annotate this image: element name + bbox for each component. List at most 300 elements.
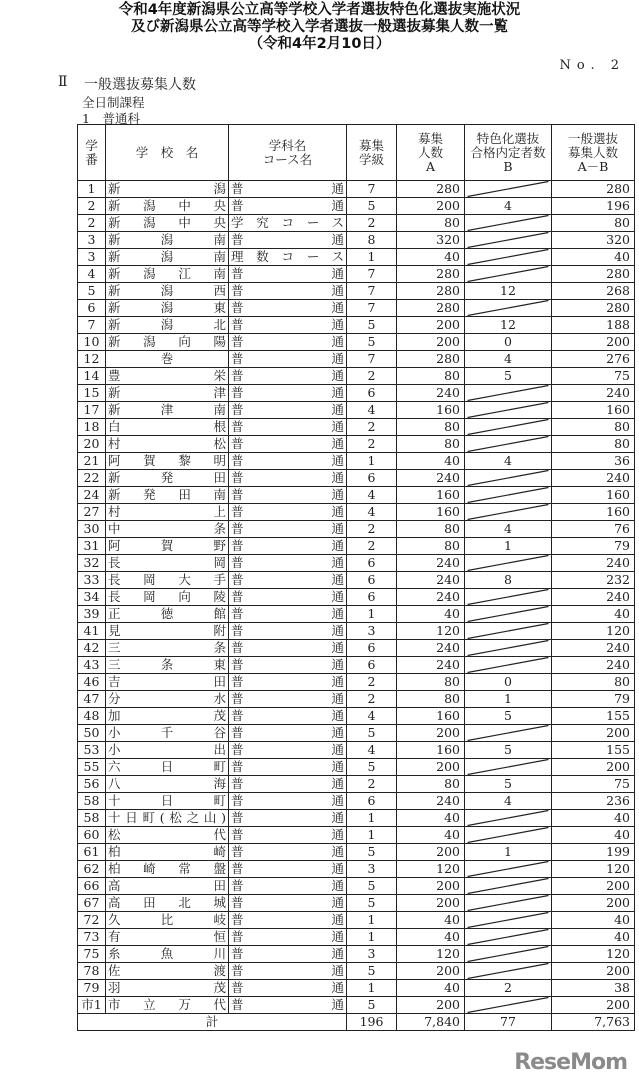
- table-row: [78, 844, 635, 861]
- course-name-text: 普通: [231, 691, 344, 706]
- total-label: 計: [78, 1014, 347, 1031]
- course-name-text: 普通: [231, 402, 344, 417]
- school-name-text: 松代: [108, 827, 226, 842]
- school-name-text: 巻: [160, 351, 174, 366]
- capacity-a: 40: [397, 827, 465, 844]
- course-name-text: 普通: [231, 861, 344, 876]
- empty-slash-cell: [465, 725, 552, 742]
- diagonal-slash: [465, 266, 551, 282]
- school-name-text: 白根: [108, 419, 226, 434]
- general-selection-a-minus-b: 199: [552, 844, 635, 861]
- school-name: [106, 827, 229, 844]
- course-name-text: 普通: [231, 946, 344, 961]
- empty-slash-cell: [465, 232, 552, 249]
- general-selection-a-minus-b: 240: [552, 470, 635, 487]
- general-selection-a-minus-b: 280: [552, 266, 635, 283]
- capacity-a: 160: [397, 708, 465, 725]
- empty-slash-cell: [465, 929, 552, 946]
- school-name: [106, 708, 229, 725]
- course-name-text: 普通: [231, 912, 344, 927]
- school-name: [106, 674, 229, 691]
- course-name-text: 普通: [231, 963, 344, 978]
- classes: 6: [347, 640, 397, 657]
- classes: 8: [347, 232, 397, 249]
- school-name-text: 小出: [108, 742, 226, 757]
- course-name: [229, 249, 347, 266]
- course-name-text: 普通: [231, 283, 344, 298]
- capacity-a: 320: [397, 232, 465, 249]
- general-selection-a-minus-b: 40: [552, 249, 635, 266]
- school-name-text: 小千谷: [108, 725, 226, 740]
- course-name-text: 普通: [231, 317, 344, 332]
- table-row: [78, 742, 635, 759]
- general-selection-a-minus-b: 188: [552, 317, 635, 334]
- school-number: 42: [78, 640, 106, 657]
- classes: 7: [347, 351, 397, 368]
- course-name: [229, 504, 347, 521]
- school-name: [106, 929, 229, 946]
- course-type: 全日制課程: [82, 95, 145, 110]
- school-name-text: 中条: [108, 521, 226, 536]
- capacity-a: 200: [397, 759, 465, 776]
- capacity-a: 240: [397, 572, 465, 589]
- capacity-a: 280: [397, 283, 465, 300]
- general-selection-a-minus-b: 160: [552, 487, 635, 504]
- general-selection-a-minus-b: 120: [552, 623, 635, 640]
- empty-slash-cell: [465, 895, 552, 912]
- capacity-a: 40: [397, 929, 465, 946]
- diagonal-slash: [465, 657, 551, 673]
- table-row: [78, 402, 635, 419]
- special-selection-b: 2: [465, 980, 552, 997]
- course-name: [229, 963, 347, 980]
- table-row: [78, 419, 635, 436]
- school-name-text: 高田: [108, 878, 226, 893]
- general-selection-a-minus-b: 200: [552, 334, 635, 351]
- school-name-text: 三条: [108, 640, 226, 655]
- school-name: [106, 980, 229, 997]
- school-number: 2: [78, 215, 106, 232]
- empty-slash-cell: [465, 504, 552, 521]
- school-number: 17: [78, 402, 106, 419]
- classes: 1: [347, 929, 397, 946]
- capacity-a: 280: [397, 181, 465, 198]
- general-selection-a-minus-b: 240: [552, 640, 635, 657]
- capacity-a: 120: [397, 861, 465, 878]
- school-number: 34: [78, 589, 106, 606]
- special-selection-b: 0: [465, 334, 552, 351]
- total-b: 77: [465, 1014, 552, 1031]
- table-row: [78, 266, 635, 283]
- table-row: [78, 878, 635, 895]
- table-row: [78, 589, 635, 606]
- school-number: 79: [78, 980, 106, 997]
- school-name-text: 新津南: [108, 402, 226, 417]
- general-selection-a-minus-b: 200: [552, 963, 635, 980]
- classes: 5: [347, 963, 397, 980]
- general-selection-a-minus-b: 36: [552, 453, 635, 470]
- special-selection-b: 1: [465, 844, 552, 861]
- school-number: 30: [78, 521, 106, 538]
- table-row: [78, 623, 635, 640]
- general-selection-a-minus-b: 75: [552, 368, 635, 385]
- course-name: [229, 742, 347, 759]
- school-name-text: 高田北城: [108, 895, 226, 910]
- course-name: [229, 759, 347, 776]
- course-name-text: 普通: [231, 589, 344, 604]
- special-selection-b: 5: [465, 708, 552, 725]
- table-row: [78, 963, 635, 980]
- course-name: [229, 538, 347, 555]
- school-number: 2: [78, 198, 106, 215]
- table-row: [78, 640, 635, 657]
- school-name: [106, 402, 229, 419]
- course-name: [229, 300, 347, 317]
- general-selection-a-minus-b: 40: [552, 606, 635, 623]
- course-name-text: 普通: [231, 334, 344, 349]
- course-name-text: 普通: [231, 708, 344, 723]
- special-selection-b: 1: [465, 538, 552, 555]
- course-name-text: 普通: [231, 368, 344, 383]
- school-number: 75: [78, 946, 106, 963]
- general-selection-a-minus-b: 120: [552, 946, 635, 963]
- course-name: [229, 283, 347, 300]
- school-name: [106, 640, 229, 657]
- classes: 6: [347, 793, 397, 810]
- course-name: [229, 215, 347, 232]
- classes: 1: [347, 810, 397, 827]
- diagonal-slash: [465, 929, 551, 945]
- school-name: [106, 997, 229, 1014]
- school-name-text: 吉田: [108, 674, 226, 689]
- table-row: [78, 946, 635, 963]
- school-number: 50: [78, 725, 106, 742]
- school-number: 53: [78, 742, 106, 759]
- school-number: 55: [78, 759, 106, 776]
- special-selection-b: 4: [465, 793, 552, 810]
- school-name: [106, 657, 229, 674]
- school-name-text: 長岡: [108, 555, 226, 570]
- school-name-text: 新潟南: [108, 232, 226, 247]
- diagonal-slash: [465, 504, 551, 520]
- classes: 5: [347, 317, 397, 334]
- section-heading: 一般選抜募集人数: [84, 77, 196, 93]
- school-name-text: 十日町: [108, 793, 226, 808]
- school-name: [106, 555, 229, 572]
- school-number: 5: [78, 283, 106, 300]
- school-name: [106, 232, 229, 249]
- school-name-text: 長岡向陵: [108, 589, 226, 604]
- school-name: [106, 470, 229, 487]
- classes: 1: [347, 980, 397, 997]
- school-number: 33: [78, 572, 106, 589]
- diagonal-slash: [465, 912, 551, 928]
- capacity-a: 40: [397, 810, 465, 827]
- course-name: [229, 861, 347, 878]
- empty-slash-cell: [465, 436, 552, 453]
- general-selection-a-minus-b: 240: [552, 589, 635, 606]
- course-name-text: 普通: [231, 487, 344, 502]
- course-name: [229, 317, 347, 334]
- diagonal-slash: [465, 946, 551, 962]
- classes: 3: [347, 861, 397, 878]
- course-name-text: 普通: [231, 674, 344, 689]
- school-number: 32: [78, 555, 106, 572]
- school-name-text: 新潟中央: [108, 198, 226, 213]
- school-number: 58: [78, 793, 106, 810]
- table-row: [78, 759, 635, 776]
- special-selection-b: 0: [465, 674, 552, 691]
- course-name: [229, 368, 347, 385]
- capacity-a: 200: [397, 895, 465, 912]
- empty-slash-cell: [465, 215, 552, 232]
- classes: 2: [347, 521, 397, 538]
- table-row: [78, 929, 635, 946]
- school-number: 43: [78, 657, 106, 674]
- course-name-text: 普通: [231, 538, 344, 553]
- school-name-text: 長岡大手: [108, 572, 226, 587]
- diagonal-slash: [465, 589, 551, 605]
- school-name: [106, 521, 229, 538]
- school-name: [106, 487, 229, 504]
- classes: 1: [347, 827, 397, 844]
- diagonal-slash: [465, 810, 551, 826]
- empty-slash-cell: [465, 759, 552, 776]
- table-row: [78, 283, 635, 300]
- school-name-text: 有恒: [108, 929, 226, 944]
- capacity-a: 80: [397, 368, 465, 385]
- table-row: [78, 504, 635, 521]
- classes: 3: [347, 623, 397, 640]
- school-name-text: 羽茂: [108, 980, 226, 995]
- empty-slash-cell: [465, 419, 552, 436]
- course-name: [229, 198, 347, 215]
- course-name-text: 普通: [231, 198, 344, 213]
- school-name-text: 柏崎: [108, 844, 226, 859]
- course-name-text: 普通: [231, 555, 344, 570]
- school-name: [106, 198, 229, 215]
- course-name-text: 普通: [231, 623, 344, 638]
- course-name: [229, 402, 347, 419]
- table-row: [78, 861, 635, 878]
- general-selection-a-minus-b: 40: [552, 929, 635, 946]
- capacity-a: 280: [397, 300, 465, 317]
- classes: 4: [347, 402, 397, 419]
- capacity-a: 240: [397, 657, 465, 674]
- school-name: [106, 810, 229, 827]
- school-name: [106, 589, 229, 606]
- classes: 5: [347, 725, 397, 742]
- course-name-text: 普通: [231, 759, 344, 774]
- course-name-text: 普通: [231, 606, 344, 621]
- table-row: [78, 810, 635, 827]
- school-name: [106, 181, 229, 198]
- general-selection-a-minus-b: 280: [552, 181, 635, 198]
- course-name: [229, 793, 347, 810]
- diagonal-slash: [465, 249, 551, 265]
- total-a: 7,840: [397, 1014, 465, 1031]
- general-selection-a-minus-b: 240: [552, 657, 635, 674]
- school-number: 3: [78, 249, 106, 266]
- classes: 3: [347, 946, 397, 963]
- course-name: [229, 674, 347, 691]
- course-name: [229, 436, 347, 453]
- classes: 5: [347, 878, 397, 895]
- general-selection-a-minus-b: 200: [552, 895, 635, 912]
- classes: 2: [347, 419, 397, 436]
- title-date: （令和4年2月10日）: [248, 36, 391, 52]
- special-selection-b: 12: [465, 283, 552, 300]
- school-name: [106, 351, 229, 368]
- diagonal-slash: [465, 878, 551, 894]
- school-number: 7: [78, 317, 106, 334]
- school-name: [106, 504, 229, 521]
- table-row: [78, 521, 635, 538]
- school-name: [106, 623, 229, 640]
- course-name: [229, 895, 347, 912]
- table-row: [78, 538, 635, 555]
- course-name-text: 普通: [231, 419, 344, 434]
- diagonal-slash: [465, 215, 551, 231]
- school-number: 66: [78, 878, 106, 895]
- course-name: [229, 232, 347, 249]
- course-name: [229, 555, 347, 572]
- school-name-text: 見附: [108, 623, 226, 638]
- capacity-a: 120: [397, 623, 465, 640]
- school-number: 46: [78, 674, 106, 691]
- table-row: [78, 895, 635, 912]
- course-name: [229, 997, 347, 1014]
- general-selection-a-minus-b: 240: [552, 385, 635, 402]
- general-selection-a-minus-b: 320: [552, 232, 635, 249]
- school-name: [106, 861, 229, 878]
- classes: 4: [347, 742, 397, 759]
- course-name: [229, 606, 347, 623]
- table-row: [78, 368, 635, 385]
- school-name: [106, 368, 229, 385]
- course-name: [229, 844, 347, 861]
- school-name-text: 阿賀黎明: [108, 453, 226, 468]
- recruitment-table: [77, 124, 635, 1031]
- empty-slash-cell: [465, 878, 552, 895]
- diagonal-slash: [465, 606, 551, 622]
- course-name-text: 普通: [231, 385, 344, 400]
- empty-slash-cell: [465, 589, 552, 606]
- general-selection-a-minus-b: 76: [552, 521, 635, 538]
- capacity-a: 240: [397, 470, 465, 487]
- col-course-name-header: 学科名 コース名: [229, 125, 347, 181]
- school-name-text: 三条東: [108, 657, 226, 672]
- classes: 6: [347, 657, 397, 674]
- general-selection-a-minus-b: 196: [552, 198, 635, 215]
- course-name: [229, 929, 347, 946]
- capacity-a: 240: [397, 793, 465, 810]
- school-number: 41: [78, 623, 106, 640]
- col-school-name-header: 学 校 名: [106, 125, 229, 181]
- school-name-text: 新潟: [108, 181, 226, 196]
- classes: 4: [347, 487, 397, 504]
- diagonal-slash: [465, 827, 551, 843]
- course-name-text: 普通: [231, 878, 344, 893]
- course-name: [229, 589, 347, 606]
- table-row: [78, 300, 635, 317]
- school-number: 4: [78, 266, 106, 283]
- table-row: [78, 606, 635, 623]
- classes: 2: [347, 215, 397, 232]
- school-name-text: 加茂: [108, 708, 226, 723]
- capacity-a: 40: [397, 912, 465, 929]
- col-special-b-header: 特色化選抜 合格内定者数 B: [465, 125, 552, 181]
- course-name: [229, 470, 347, 487]
- school-name: [106, 453, 229, 470]
- course-name-text: 普通: [231, 640, 344, 655]
- course-name-text: 普通: [231, 895, 344, 910]
- school-name-text: 柏崎常盤: [108, 861, 226, 876]
- classes: 5: [347, 334, 397, 351]
- course-name: [229, 334, 347, 351]
- school-number: 56: [78, 776, 106, 793]
- school-number: 78: [78, 963, 106, 980]
- capacity-a: 80: [397, 776, 465, 793]
- course-name: [229, 657, 347, 674]
- capacity-a: 280: [397, 351, 465, 368]
- school-number: 58: [78, 810, 106, 827]
- course-name-text: 理数コース: [231, 249, 344, 264]
- course-name-text: 普通: [231, 725, 344, 740]
- classes: 2: [347, 368, 397, 385]
- course-name-text: 普通: [231, 521, 344, 536]
- diagonal-slash: [465, 232, 551, 248]
- school-name-text: 正徳館: [108, 606, 226, 621]
- school-name-text: 六日町: [108, 759, 226, 774]
- school-number: 20: [78, 436, 106, 453]
- school-number: 60: [78, 827, 106, 844]
- general-selection-a-minus-b: 200: [552, 725, 635, 742]
- special-selection-b: 8: [465, 572, 552, 589]
- special-selection-b: 4: [465, 198, 552, 215]
- table-row: [78, 470, 635, 487]
- diagonal-slash: [465, 555, 551, 571]
- school-number: 67: [78, 895, 106, 912]
- empty-slash-cell: [465, 997, 552, 1014]
- diagonal-slash: [465, 725, 551, 741]
- empty-slash-cell: [465, 946, 552, 963]
- empty-slash-cell: [465, 861, 552, 878]
- school-name: [106, 793, 229, 810]
- general-selection-a-minus-b: 79: [552, 538, 635, 555]
- classes: 1: [347, 453, 397, 470]
- subsection-title: 1 普通科: [82, 111, 140, 126]
- table-row: [78, 912, 635, 929]
- school-name-text: 新潟向陽: [108, 334, 226, 349]
- general-selection-a-minus-b: 160: [552, 504, 635, 521]
- school-number: 3: [78, 232, 106, 249]
- school-name-text: 八海: [108, 776, 226, 791]
- school-name: [106, 946, 229, 963]
- school-name: [106, 249, 229, 266]
- table-row: [78, 334, 635, 351]
- capacity-a: 40: [397, 453, 465, 470]
- capacity-a: 200: [397, 844, 465, 861]
- general-selection-a-minus-b: 40: [552, 810, 635, 827]
- empty-slash-cell: [465, 555, 552, 572]
- capacity-a: 80: [397, 691, 465, 708]
- school-number: 10: [78, 334, 106, 351]
- capacity-a: 200: [397, 198, 465, 215]
- table-row: [78, 708, 635, 725]
- school-name: [106, 419, 229, 436]
- course-name-text: 普通: [231, 300, 344, 315]
